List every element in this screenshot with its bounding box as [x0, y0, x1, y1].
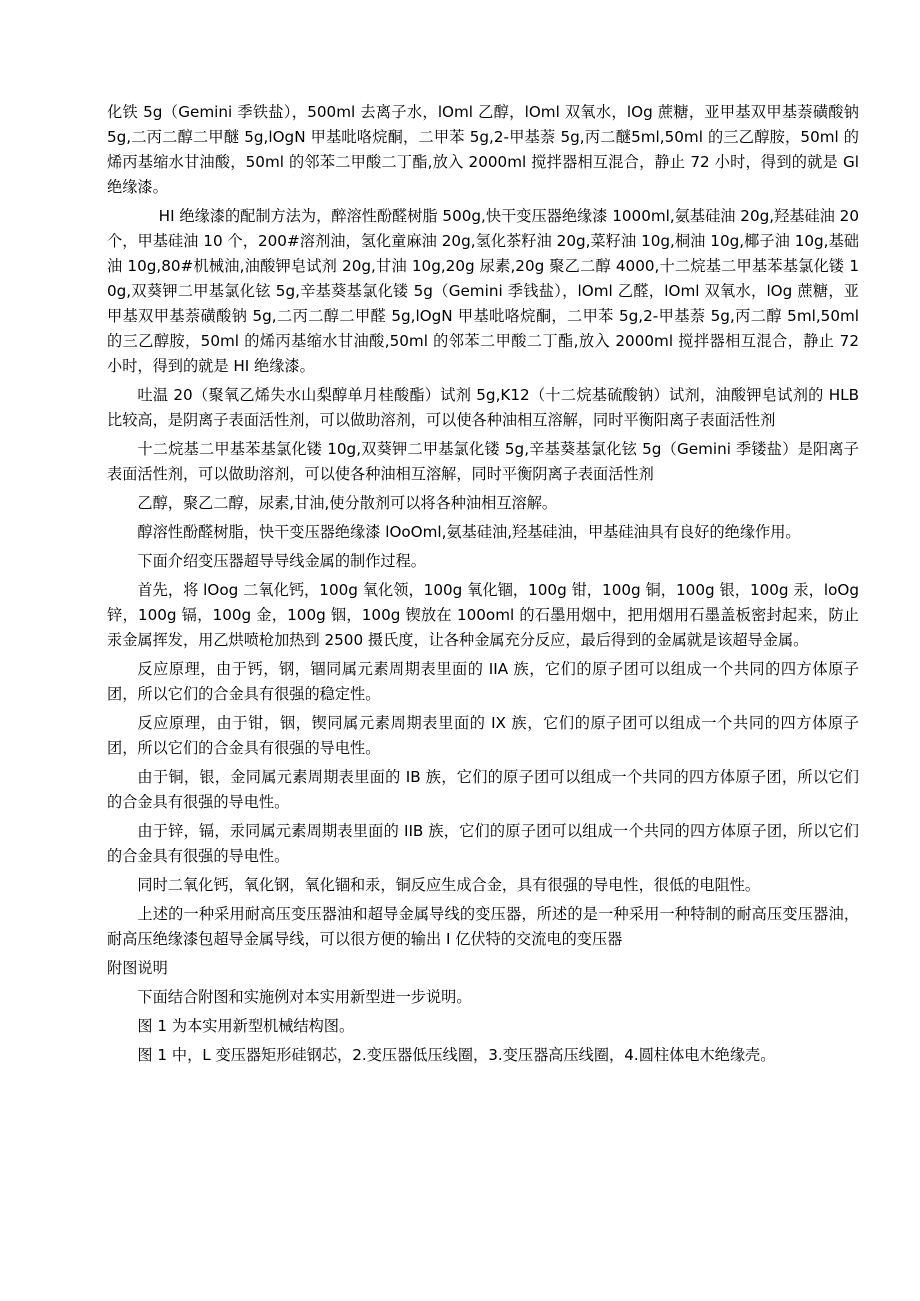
paragraph-cationic-surfactant: 十二烷基二甲基苯基氯化镂 10g,双葵钾二甲基氯化镂 5g,辛基葵基氯化铉 5g（Gemini 季镂盐）是阳离子表面活性剂，可以做助溶剂，可以使各种油相互溶解，同时平衡阴离子表面活性剂: [107, 440, 859, 483]
paragraph-g1-formula: 化铁 5g（Gemini 季铁盐），500ml 去离子水，lOml 乙醇，lOml 双氧水，lOg 蔗糖，亚甲基双甲基萘磺酸钠 5g,二丙二醇二甲醚 5g,lOgN 甲基吡咯烷酮，二甲苯 5g,2-甲基萘 5g,丙二醚5ml,50ml 的三乙醇胺，50ml 的烯丙基缩水甘油酸，50ml 的邻苯二甲酸二丁酯,放入 2000ml 搅拌器相互混合，静止 72 小时，得到的就是 Gl 绝缘漆。: [107, 103, 859, 196]
paragraph-tween-surfactant: 吐温 20（聚氧乙烯失水山梨醇单月桂酸酯）试剂 5g,K12（十二烷基硫酸钠）试剂，油酸钾皂试剂的 HLB 比较高，是阴离子表面活性剂，可以做助溶剂，可以使各种油相互溶解，同时平衡阳离子表面活性剂: [107, 386, 859, 429]
section-heading-figures: 附图说明: [107, 959, 168, 977]
paragraph-alloy: 同时二氧化钙，氧化钢，氧化锢和汞，铜反应生成合金，具有很强的导电性，很低的电阻性。: [137, 876, 761, 894]
paragraph-reaction-iia: 反应原理，由于钙，钢，锢同属元素周期表里面的 IIA 族，它们的原子团可以组成一个共同的四方体原子团，所以它们的合金具有很强的稳定性。: [107, 660, 859, 703]
paragraph-insulation: 醇溶性酚醛树脂，快干变压器绝缘漆 lOoOml,氨基硅油,羟基硅油，甲基硅油具有良好的绝缘作用。: [137, 523, 801, 541]
paragraph-reaction-iib: 由于锌，镉，汞同属元素周期表里面的 IIB 族，它们的原子团可以组成一个共同的四方体原子团，所以它们的合金具有很强的导电性。: [107, 822, 859, 865]
paragraph-dispersant: 乙醇，聚乙二醇，尿素,甘油,使分散剂可以将各种油相互溶解。: [137, 494, 558, 512]
paragraph-h1-formula: HI 绝缘漆的配制方法为，醉溶性酚醛树脂 500g,快干变压器绝缘漆 1000ml,氨基硅油 20g,羟基硅油 20 个，甲基硅油 10 个，200#溶剂油，氢化童麻油 20g,氢化茶籽油 20g,菜籽油 10g,桐油 10g,椰子油 10g,基础油 10g,80#机械油,油酸钾皂试剂 20g,甘油 10g,20g 尿素,20g 聚乙二醇 4000,十二烷基二甲基苯基氯化镂 10g,双葵钾二甲基氯化铉 5g,辛基葵基氯化镂 5g（Gemini 季钱盐），lOml 乙醛，lOml 双氧水，lOg 蔗糖，亚甲基双甲基萘磺酸钠 5g,二丙二醇二甲醛 5g,lOgN 甲基吡咯烷酮，二甲苯 5g,2-甲基萘 5g,丙二醇 5ml,50ml 的三乙醇胺，50ml 的烯丙基缩水甘油酸,50ml 的邻苯二甲酸二丁酯,放入 2000ml 搅拌器相互混合，静止 72 小时，得到的就是 HI 绝缘漆。: [107, 207, 859, 375]
paragraph-reaction-ib: 由于铜，银，金同属元素周期表里面的 IB 族，它们的原子团可以组成一个共同的四方体原子团，所以它们的合金具有很强的导电性。: [107, 768, 859, 811]
paragraph-figure-1-legend: 图 1 中，L 变压器矩形硅钢芯，2.变压器低压线圈，3.变压器高压线圈，4.圆柱体电木绝缘壳。: [137, 1046, 776, 1064]
paragraph-figure-1: 图 1 为本实用新型机械结构图。: [137, 1017, 355, 1035]
paragraph-reaction-ix: 反应原理，由于钳，铟，锲同属元素周期表里面的 IX 族，它们的原子团可以组成一个共同的四方体原子团，所以它们的合金具有很强的导电性。: [107, 714, 859, 757]
paragraph-superconductor-process: 首先，将 lOog 二氧化钙，100g 氧化领，100g 氧化锢，100g 钳，100g 铜，100g 银，100g 汞，loOg 锌，100g 镉，100g 金，100g 铟，100g 锲放在 100oml 的石墨用烟中，把用烟用石墨盖板密封起来，防止汞金属挥发，用乙烘喷枪加热到 2500 摄氏度，让各种金属充分反应，最后得到的金属就是该超导金属。: [107, 581, 859, 649]
paragraph-superconductor-intro: 下面介绍变压器超导导线金属的制作过程。: [137, 552, 426, 570]
document-page: [107, 100, 859, 1072]
paragraph-figures-intro: 下面结合附图和实施例对本实用新型进一步说明。: [137, 988, 472, 1006]
paragraph-summary: 上述的一种采用耐高压变压器油和超导金属导线的变压器，所述的是一种采用一种特制的耐高压变压器油，耐高压绝缘漆包超导金属导线，可以很方便的输出 I 亿伏特的交流电的变压器: [107, 905, 859, 948]
